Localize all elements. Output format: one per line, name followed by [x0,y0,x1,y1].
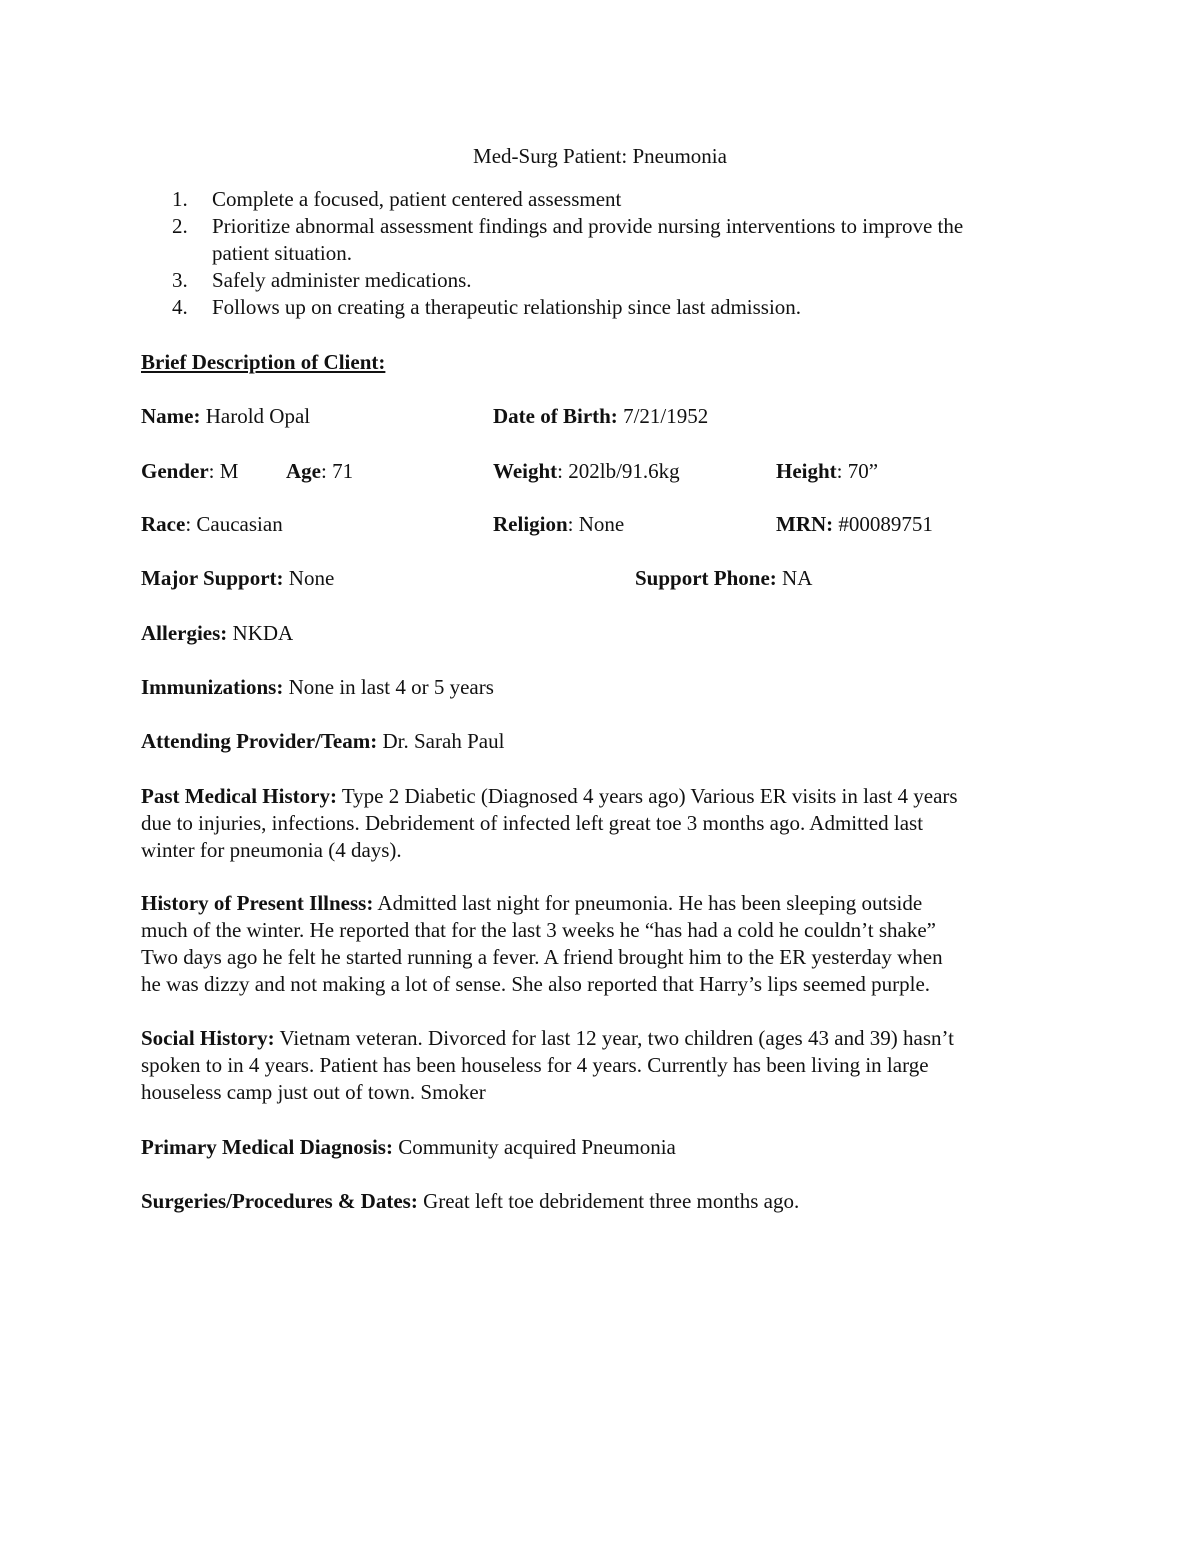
primary-diagnosis-field [141,1134,676,1161]
race-field [141,511,283,538]
objective-text: Safely administer medications. [212,268,472,292]
religion-value: : None [567,512,625,536]
objective-number: 4. [172,295,188,319]
attending-provider-field [141,728,504,755]
pmh-label: Past Medical History: [141,784,337,808]
age-field [286,458,353,485]
gender-field [141,458,238,485]
history-of-present-illness [141,890,1071,998]
support-phone-label: Support Phone: [635,566,777,590]
major-support-value: None [283,566,335,590]
allergies-label: Allergies: [141,621,228,645]
gender-value: : M [208,459,239,483]
name-value: Harold Opal [200,404,311,428]
hpi-label: History of Present Illness: [141,891,374,915]
allergies-field [141,620,293,647]
age-label: Age [286,459,321,483]
objective-item [172,186,1072,213]
objective-text: Follows up on creating a therapeutic relationship since last admission. [212,295,802,319]
surgeries-label: Surgeries/Procedures & Dates: [141,1189,418,1213]
section-heading: Brief Description of Client: [141,350,386,374]
name-field [141,403,310,430]
dob-value: 7/21/1952 [617,404,709,428]
religion-field [493,511,624,538]
hpi-text: Admitted last night for pneumonia. He has been sleeping outside [373,891,923,915]
objective-item [172,213,1072,267]
height-label: Height [776,459,837,483]
social-history-text: spoken to in 4 years. Patient has been houseless for 4 years. Currently has been living in large [141,1053,929,1077]
weight-value: : 202lb/91.6kg [557,459,680,483]
gender-label: Gender [141,459,209,483]
attending-provider-value: Dr. Sarah Paul [377,729,505,753]
support-phone-field [635,565,812,592]
objective-text: patient situation. [212,241,352,265]
major-support-field [141,565,334,592]
age-value: : 71 [321,459,354,483]
attending-provider-label: Attending Provider/Team: [141,729,378,753]
objective-item [172,267,1072,294]
pmh-text: Type 2 Diabetic (Diagnosed 4 years ago) Various ER visits in last 4 years [336,784,958,808]
objectives-list [172,186,1072,321]
race-label: Race [141,512,186,536]
objective-text: Complete a focused, patient centered assessment [212,187,622,211]
dob-label: Date of Birth: [493,404,618,428]
hpi-text: Two days ago he felt he started running a fever. A friend brought him to the ER yesterday when [141,945,943,969]
dob-field [493,403,708,430]
hpi-text: he was dizzy and not making a lot of sense. She also reported that Harry’s lips seemed purple. [141,972,931,996]
height-field [776,458,878,485]
mrn-label: MRN: [776,512,834,536]
race-value: : Caucasian [185,512,283,536]
social-history-text: houseless camp just out of town. Smoker [141,1080,486,1104]
social-history-text: Vietnam veteran. Divorced for last 12 year, two children (ages 43 and 39) hasn’t [274,1026,954,1050]
social-history-label: Social History: [141,1026,275,1050]
pmh-text: due to injuries, infections. Debridement of infected left great toe 3 months ago. Admitted last [141,811,924,835]
objective-number: 3. [172,268,188,292]
social-history [141,1025,1071,1106]
immunizations-field [141,674,494,701]
immunizations-value: None in last 4 or 5 years [283,675,494,699]
major-support-label: Major Support: [141,566,284,590]
support-phone-value: NA [776,566,813,590]
immunizations-label: Immunizations: [141,675,284,699]
weight-label: Weight [493,459,558,483]
hpi-text: much of the winter. He reported that for the last 3 weeks he “has had a cold he couldn’t shake” [141,918,937,942]
objective-item [172,294,1072,321]
surgeries-field [141,1188,799,1215]
objective-text: Prioritize abnormal assessment findings and provide nursing interventions to improve the [212,214,964,238]
primary-diagnosis-label: Primary Medical Diagnosis: [141,1135,393,1159]
religion-label: Religion [493,512,568,536]
primary-diagnosis-value: Community acquired Pneumonia [392,1135,676,1159]
objective-number: 1. [172,187,188,211]
weight-field [493,458,680,485]
past-medical-history [141,783,1071,864]
pmh-text: winter for pneumonia (4 days). [141,838,402,862]
surgeries-value: Great left toe debridement three months ago. [417,1189,800,1213]
mrn-value: #00089751 [833,512,933,536]
objective-number: 2. [172,214,188,238]
allergies-value: NKDA [227,621,294,645]
mrn-field [776,511,933,538]
page-title: Med-Surg Patient: Pneumonia [473,144,727,168]
height-value: : 70” [836,459,879,483]
name-label: Name: [141,404,201,428]
